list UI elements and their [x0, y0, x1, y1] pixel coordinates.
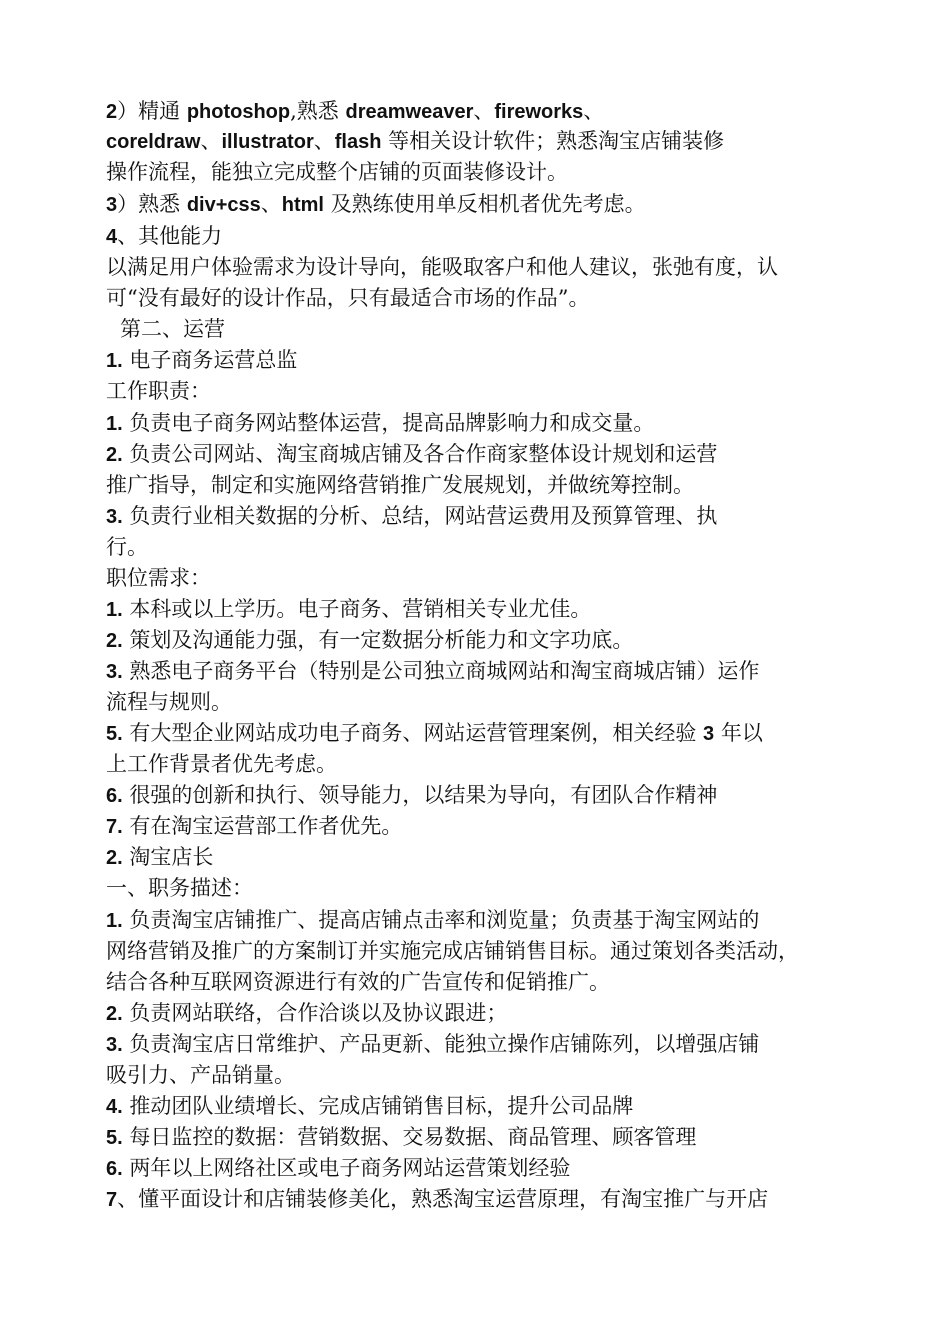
text-line: 吸引力、产品销量。	[106, 1063, 295, 1087]
text-line: 行。	[106, 535, 148, 559]
list-item: 1. 负责淘宝店铺推广、提高店铺点击率和浏览量；负责基于淘宝网站的	[106, 908, 760, 932]
text-line: 操作流程，能独立完成整个店铺的页面装修设计。	[106, 160, 568, 184]
text-line: 推广指导，制定和实施网络营销推广发展规划，并做统筹控制。	[106, 473, 694, 497]
section-heading: 2. 淘宝店长	[106, 845, 214, 869]
list-item: 3. 负责行业相关数据的分析、总结，网站营运费用及预算管理、执	[106, 504, 718, 528]
text-line: 2）精通 photoshop,熟悉 dreamweaver、fireworks、	[106, 99, 605, 123]
text-line: coreldraw、illustrator、flash 等相关设计软件；熟悉淘宝店铺装修	[106, 129, 725, 153]
list-item: 4. 推动团队业绩增长、完成店铺销售目标，提升公司品牌	[106, 1094, 634, 1118]
text-line: 职位需求：	[106, 566, 211, 590]
list-item: 5. 有大型企业网站成功电子商务、网站运营管理案例，相关经验 3 年以	[106, 721, 763, 745]
list-item: 6. 两年以上网络社区或电子商务网站运营策划经验	[106, 1156, 571, 1180]
text-line: 工作职责：	[106, 379, 211, 403]
list-item: 3. 负责淘宝店日常维护、产品更新、能独立操作店铺陈列，以增强店铺	[106, 1032, 760, 1056]
list-item: 1. 负责电子商务网站整体运营，提高品牌影响力和成交量。	[106, 411, 655, 435]
list-item: 7. 有在淘宝运营部工作者优先。	[106, 814, 403, 838]
list-item: 2. 策划及沟通能力强，有一定数据分析能力和文字功底。	[106, 628, 634, 652]
text-line: 可“没有最好的设计作品，只有最适合市场的作品”。	[106, 286, 590, 310]
text-line: 一、职务描述：	[106, 876, 253, 900]
list-item: 5. 每日监控的数据：营销数据、交易数据、商品管理、顾客管理	[106, 1125, 697, 1149]
text-line: 流程与规则。	[106, 690, 232, 714]
text-line: 上工作背景者优先考虑。	[106, 752, 337, 776]
list-item: 2. 负责公司网站、淘宝商城店铺及各合作商家整体设计规划和运营	[106, 442, 718, 466]
list-item: 3. 熟悉电子商务平台（特别是公司独立商城网站和淘宝商城店铺）运作	[106, 659, 760, 683]
list-item: 2. 负责网站联络，合作洽谈以及协议跟进；	[106, 1001, 508, 1025]
text-line: 网络营销及推广的方案制订并实施完成店铺销售目标。通过策划各类活动，	[106, 939, 799, 963]
list-item: 7、懂平面设计和店铺装修美化，熟悉淘宝运营原理，有淘宝推广与开店	[106, 1187, 769, 1211]
list-item: 1. 本科或以上学历。电子商务、营销相关专业尤佳。	[106, 597, 592, 621]
section-heading: 第二、运营	[120, 317, 225, 341]
section-heading: 4、其他能力	[106, 224, 223, 248]
list-item: 6. 很强的创新和执行、领导能力，以结果为导向，有团队合作精神	[106, 783, 718, 807]
text-line: 结合各种互联网资源进行有效的广告宣传和促销推广。	[106, 970, 610, 994]
section-heading: 1. 电子商务运营总监	[106, 348, 298, 372]
text-line: 以满足用户体验需求为设计导向，能吸取客户和他人建议，张弛有度，认	[106, 255, 778, 279]
text-line: 3）熟悉 div+css、html 及熟练使用单反相机者优先考虑。	[106, 192, 646, 216]
